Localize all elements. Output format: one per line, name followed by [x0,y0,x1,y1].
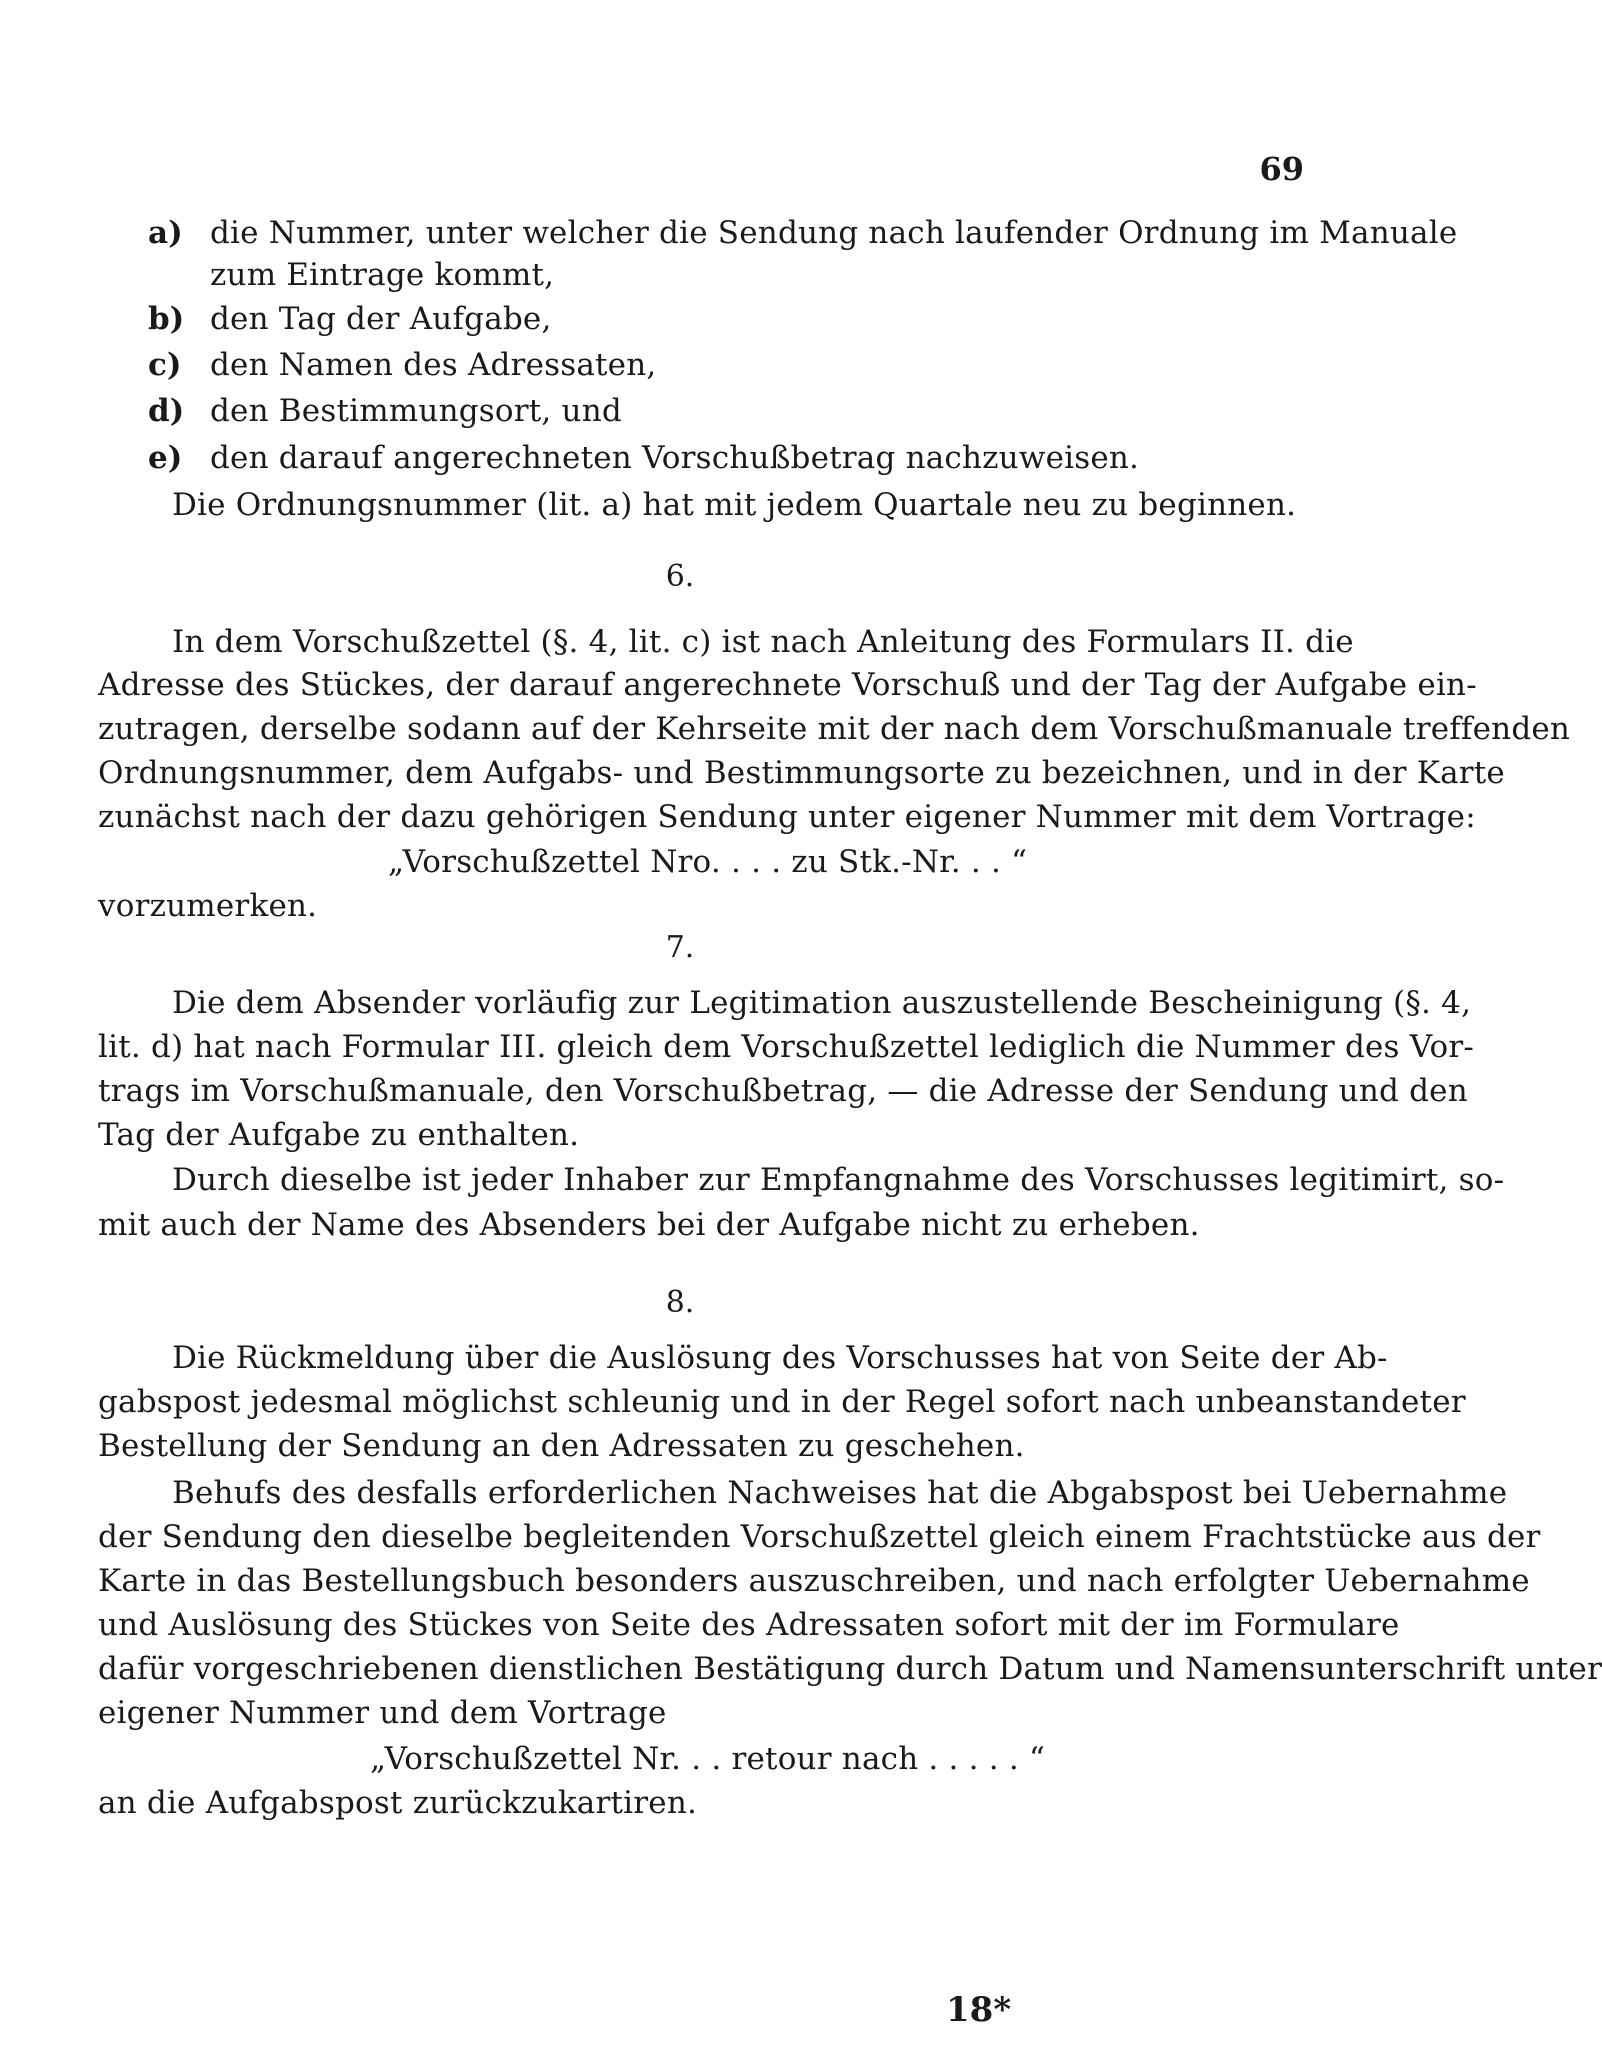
section-8-quote: „Vorschußzettel Nr. . . retour nach . . . . . “ [370,1741,1046,1777]
section-7-para-2-line-2: mit auch der Name des Absenders bei der Aufgabe nicht zu erheben. [98,1207,1200,1243]
section-7-line-1: Die dem Absender vorläufig zur Legitimation auszustellende Bescheinigung (§. 4, [172,985,1472,1021]
list-item-a-line-1: die Nummer, unter welcher die Sendung nach laufender Ordnung im Manuale [210,215,1458,251]
section-8-para-2-line-5: dafür vorgeschriebenen dienstlichen Bestätigung durch Datum und Namensunterschrift unter [98,1651,1602,1687]
section-number-8: 8. [665,1285,695,1320]
list-label-b: b) [148,301,185,337]
section-6-line-4: Ordnungsnummer, dem Aufgabs- und Bestimmungsorte zu bezeichnen, und in der Karte [98,755,1505,791]
list-label-e: e) [148,440,183,476]
list-item-c-line-1: den Namen des Adressaten, [210,347,657,383]
section-8-para-2-line-4: und Auslösung des Stückes von Seite des Adressaten sofort mit der im Formulare [98,1607,1400,1643]
paragraph-ordnungsnummer: Die Ordnungsnummer (lit. a) hat mit jedem Quartale neu zu beginnen. [172,487,1297,523]
list-label-c: c) [148,347,182,383]
section-number-7: 7. [665,930,695,965]
list-item-d-line-1: den Bestimmungsort, und [210,393,622,429]
section-6-line-1: In dem Vorschußzettel (§. 4, lit. c) ist nach Anleitung des Formulars II. die [172,624,1354,660]
page-number: 69 [1259,150,1304,188]
list-label-a: a) [148,215,183,251]
signature-mark: 18* [946,1990,1012,2030]
section-8-line-2: gabspost jedesmal möglichst schleunig und in der Regel sofort nach unbeanstandeter [98,1384,1466,1420]
section-6-line-2: Adresse des Stückes, der darauf angerechnete Vorschuß und der Tag der Aufgabe ein- [98,667,1477,703]
list-label-d: d) [148,393,185,429]
list-item-b-line-1: den Tag der Aufgabe, [210,301,552,337]
list-item-a-line-2: zum Eintrage kommt, [210,257,555,293]
section-8-para-2-line-6: eigener Nummer und dem Vortrage [98,1695,667,1731]
section-8-para-2-line-2: der Sendung den dieselbe begleitenden Vorschußzettel gleich einem Frachtstücke aus der [98,1519,1541,1555]
section-7-line-3: trags im Vorschußmanuale, den Vorschußbetrag, — die Adresse der Sendung und den [98,1073,1468,1109]
section-7-line-2: lit. d) hat nach Formular III. gleich dem Vorschußzettel lediglich die Nummer des Vor- [98,1029,1475,1065]
list-item-e-line-1: den darauf angerechneten Vorschußbetrag nachzuweisen. [210,440,1140,476]
section-8-para-2-line-3: Karte in das Bestellungsbuch besonders auszuschreiben, und nach erfolgter Uebernahme [98,1563,1530,1599]
section-8-line-1: Die Rückmeldung über die Auslösung des Vorschusses hat von Seite der Ab- [172,1340,1388,1376]
section-6-closing: vorzumerken. [98,888,318,924]
section-8-line-3: Bestellung der Sendung an den Adressaten zu geschehen. [98,1428,1025,1464]
section-6-line-5: zunächst nach der dazu gehörigen Sendung unter eigener Nummer mit dem Vortrage: [98,799,1476,835]
section-6-line-3: zutragen, derselbe sodann auf der Kehrseite mit der nach dem Vorschußmanuale treffenden [98,711,1571,747]
section-8-closing: an die Aufgabspost zurückzukartiren. [98,1785,698,1821]
section-7-line-4: Tag der Aufgabe zu enthalten. [98,1117,580,1153]
section-number-6: 6. [665,559,695,594]
section-6-quote: „Vorschußzettel Nro. . . . zu Stk.-Nr. . . “ [388,844,1028,880]
section-7-para-2-line-1: Durch dieselbe ist jeder Inhaber zur Empfangnahme des Vorschusses legitimirt, so- [172,1162,1505,1198]
section-8-para-2-line-1: Behufs des desfalls erforderlichen Nachweises hat die Abgabspost bei Uebernahme [172,1475,1508,1511]
